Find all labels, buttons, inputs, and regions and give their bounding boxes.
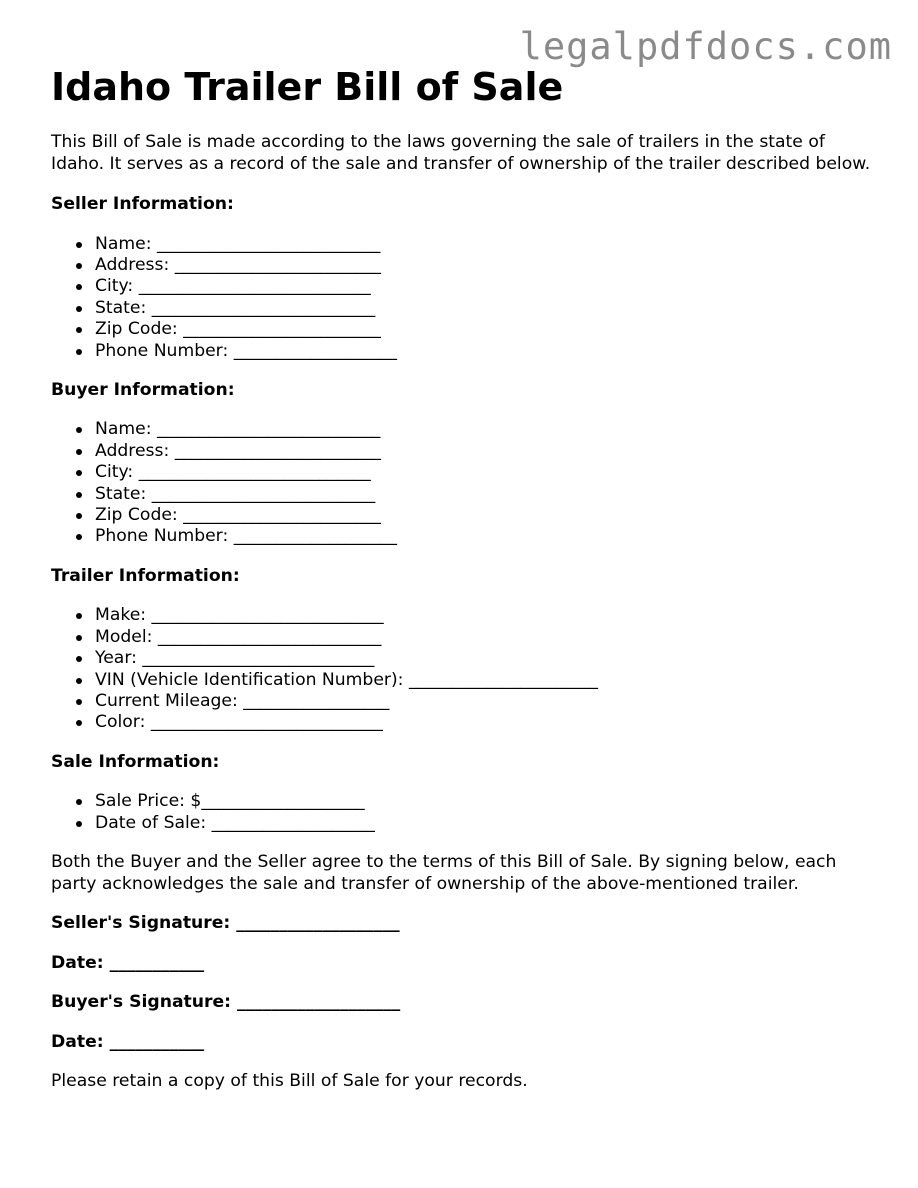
trailer-year-field: Year: ___________________________ bbox=[95, 648, 881, 669]
trailer-section bbox=[51, 566, 881, 734]
trailer-mileage-field: Current Mileage: _________________ bbox=[95, 691, 881, 712]
seller-section bbox=[51, 194, 881, 362]
seller-city-field: City: ___________________________ bbox=[95, 276, 881, 297]
trailer-heading: Trailer Information: bbox=[51, 565, 240, 586]
buyer-section bbox=[51, 380, 881, 548]
sale-heading: Sale Information: bbox=[51, 751, 220, 772]
seller-name-field: Name: __________________________ bbox=[95, 234, 881, 255]
trailer-vin-field: VIN (Vehicle Identification Number): ______________________ bbox=[95, 670, 881, 691]
buyer-field-list bbox=[51, 419, 881, 547]
buyer-signature-line: Buyer's Signature: ___________________ bbox=[51, 992, 401, 1013]
trailer-make-field: Make: ___________________________ bbox=[95, 605, 881, 626]
sale-price-field: Sale Price: $___________________ bbox=[95, 791, 881, 812]
seller-address-field: Address: ________________________ bbox=[95, 255, 881, 276]
seller-heading: Seller Information: bbox=[51, 194, 234, 214]
trailer-model-field: Model: __________________________ bbox=[95, 627, 881, 648]
buyer-heading: Buyer Information: bbox=[51, 379, 235, 400]
seller-field-list bbox=[51, 234, 881, 362]
seller-phone-field: Phone Number: ___________________ bbox=[95, 341, 881, 362]
buyer-city-field: City: ___________________________ bbox=[95, 462, 881, 483]
seller-state-field: State: __________________________ bbox=[95, 298, 881, 319]
buyer-address-field: Address: ________________________ bbox=[95, 441, 881, 462]
sale-date-field: Date of Sale: ___________________ bbox=[95, 813, 881, 834]
buyer-zip-field: Zip Code: _______________________ bbox=[95, 505, 881, 526]
buyer-phone-field: Phone Number: ___________________ bbox=[95, 526, 881, 547]
agreement-paragraph: Both the Buyer and the Seller agree to the terms of this Bill of Sale. By signing below, each party acknowledges the sale and transfer of ownership of the above-mentioned trailer. bbox=[51, 852, 837, 894]
seller-zip-field: Zip Code: _______________________ bbox=[95, 319, 881, 340]
sale-field-list bbox=[51, 791, 881, 834]
seller-date-line: Date: ___________ bbox=[51, 952, 205, 973]
buyer-date-line: Date: ___________ bbox=[51, 1031, 205, 1052]
document-title: Idaho Trailer Bill of Sale bbox=[51, 65, 564, 109]
seller-signature-line: Seller's Signature: ___________________ bbox=[51, 913, 400, 934]
retain-note: Please retain a copy of this Bill of Sale for your records. bbox=[51, 1071, 528, 1092]
trailer-color-field: Color: ___________________________ bbox=[95, 712, 881, 733]
watermark-logo: legalpdfdocs.com bbox=[519, 25, 892, 68]
document-body bbox=[51, 64, 881, 1093]
trailer-field-list bbox=[51, 605, 881, 733]
buyer-state-field: State: __________________________ bbox=[95, 484, 881, 505]
intro-paragraph: This Bill of Sale is made according to the laws governing the sale of trailers in the state of Idaho. It serves as a record of the sale and transfer of ownership of the trailer described below. bbox=[51, 132, 871, 174]
buyer-name-field: Name: __________________________ bbox=[95, 419, 881, 440]
sale-section bbox=[51, 752, 881, 834]
